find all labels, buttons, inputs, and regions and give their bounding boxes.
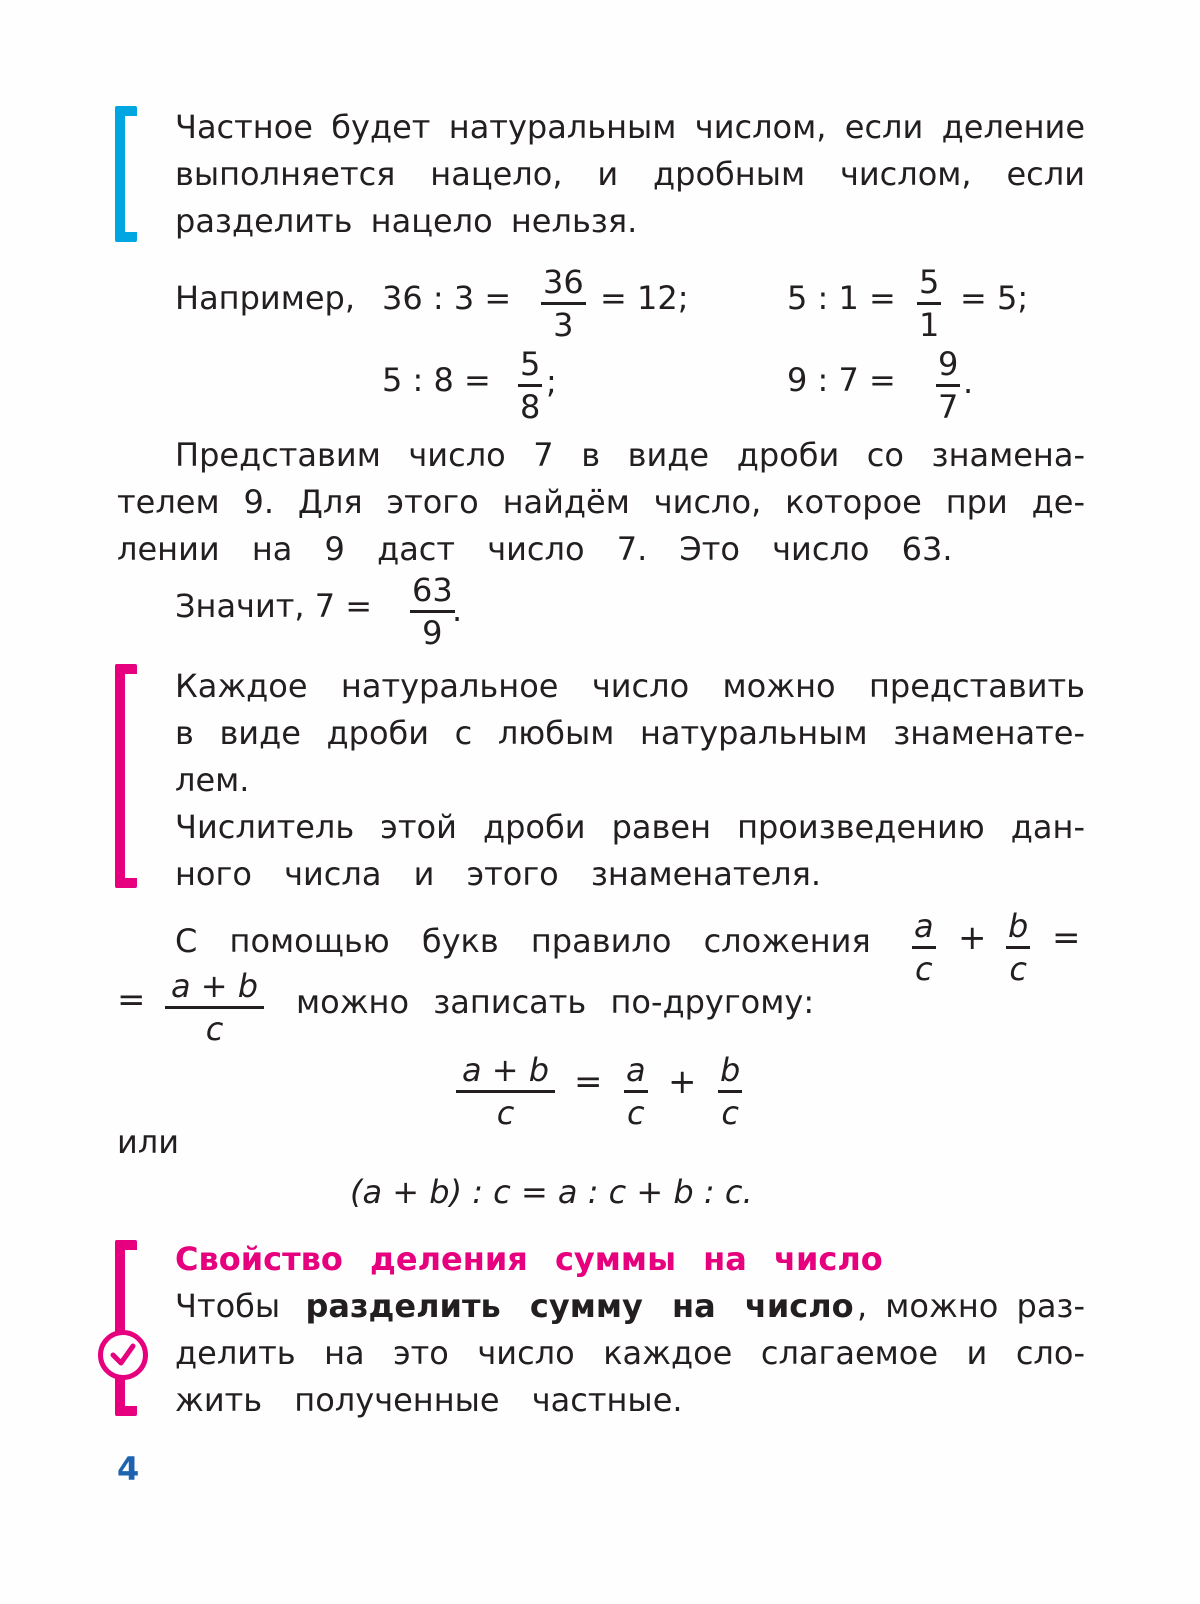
example1-right: = 12; xyxy=(600,279,689,317)
examples-intro: Например, xyxy=(175,279,356,317)
explanation-paragraph xyxy=(117,432,1085,573)
formula-a-over-c: $\frac{a}{c}$ xyxy=(626,1051,646,1132)
text-line: в виде дроби с любым натуральным знаменате- xyxy=(175,714,1085,752)
equals-sign: = xyxy=(117,980,146,1020)
property-text xyxy=(175,1283,1085,1424)
rule-natural-number-text xyxy=(175,663,1085,898)
example4-left: 9 : 7 = xyxy=(787,361,896,399)
example3-fraction: $\frac{5}{8}$ xyxy=(520,345,541,426)
conclusion-fraction: $\frac{63}{9}$ xyxy=(412,571,453,652)
text-line: жить полученные частные. xyxy=(175,1381,683,1419)
fraction-a-over-c: $\frac{a}{c}$ xyxy=(914,907,934,988)
property-bracket-pink xyxy=(115,1240,137,1416)
example3-left: 5 : 8 = xyxy=(382,361,491,399)
text-line: делить на это число каждое слагаемое и сло- xyxy=(175,1334,1085,1372)
or-word: или xyxy=(117,1123,180,1161)
text-line: Чтобы разделить сумму на число , можно раз- xyxy=(175,1287,1085,1325)
example2-fraction: $\frac{5}{1}$ xyxy=(919,263,940,344)
property-heading: Свойство деления суммы на число xyxy=(175,1240,883,1278)
addition-rule-outro: можно записать по-другому: xyxy=(296,983,815,1021)
addition-rule-intro: С помощью букв правило сложения xyxy=(175,922,871,960)
fraction-sum-over-c: $\frac{a + b}{c}$ xyxy=(165,968,264,1047)
example1-left: 36 : 3 = xyxy=(382,279,512,317)
text-line: лем. xyxy=(175,761,250,799)
text-line: лении на 9 даст число 7. Это число 63. xyxy=(117,530,953,568)
example2-right: = 5; xyxy=(960,279,1029,317)
example4-right: . xyxy=(963,363,974,401)
example2-left: 5 : 1 = xyxy=(787,279,896,317)
text-line: Частное будет натуральным числом, если деление xyxy=(175,108,1085,146)
equals-sign: = xyxy=(574,1062,603,1102)
plus-sign: + xyxy=(668,1062,697,1102)
text-line: Каждое натуральное число можно представить xyxy=(175,667,1085,705)
text-line: телем 9. Для этого найдём число, которое при де- xyxy=(117,483,1085,521)
fraction-b-over-c: $\frac{b}{c}$ xyxy=(1008,907,1029,988)
check-circle-icon xyxy=(98,1330,148,1380)
plus-sign: + xyxy=(958,918,987,958)
conclusion-prefix: Значит, 7 = xyxy=(175,587,373,625)
equals-sign: = xyxy=(1052,918,1081,958)
example3-right: ; xyxy=(546,363,557,401)
page-number: 4 xyxy=(117,1450,140,1488)
rule-quotient-text xyxy=(175,104,1085,245)
formula-b-over-c: $\frac{b}{c}$ xyxy=(720,1051,741,1132)
formula-division-sum: (a + b) : c = a : c + b : c. xyxy=(350,1173,753,1211)
rule-bracket-blue xyxy=(115,106,137,242)
formula-lhs-fraction: $\frac{a + b}{c}$ xyxy=(456,1052,555,1131)
rule-bracket-pink xyxy=(115,664,137,888)
conclusion-suffix: . xyxy=(452,591,463,629)
example4-fraction: $\frac{9}{7}$ xyxy=(938,345,959,426)
text-line: Числитель этой дроби равен произведению дан- xyxy=(175,808,1085,846)
text-line: разделить нацело нельзя. xyxy=(175,202,638,240)
text-line: Представим число 7 в виде дроби со знамена- xyxy=(175,436,1085,474)
example1-fraction: $\frac{36}{3}$ xyxy=(543,263,584,344)
text-line: выполняется нацело, и дробным числом, если xyxy=(175,155,1085,193)
text-line: ного числа и этого знаменателя. xyxy=(175,855,822,893)
